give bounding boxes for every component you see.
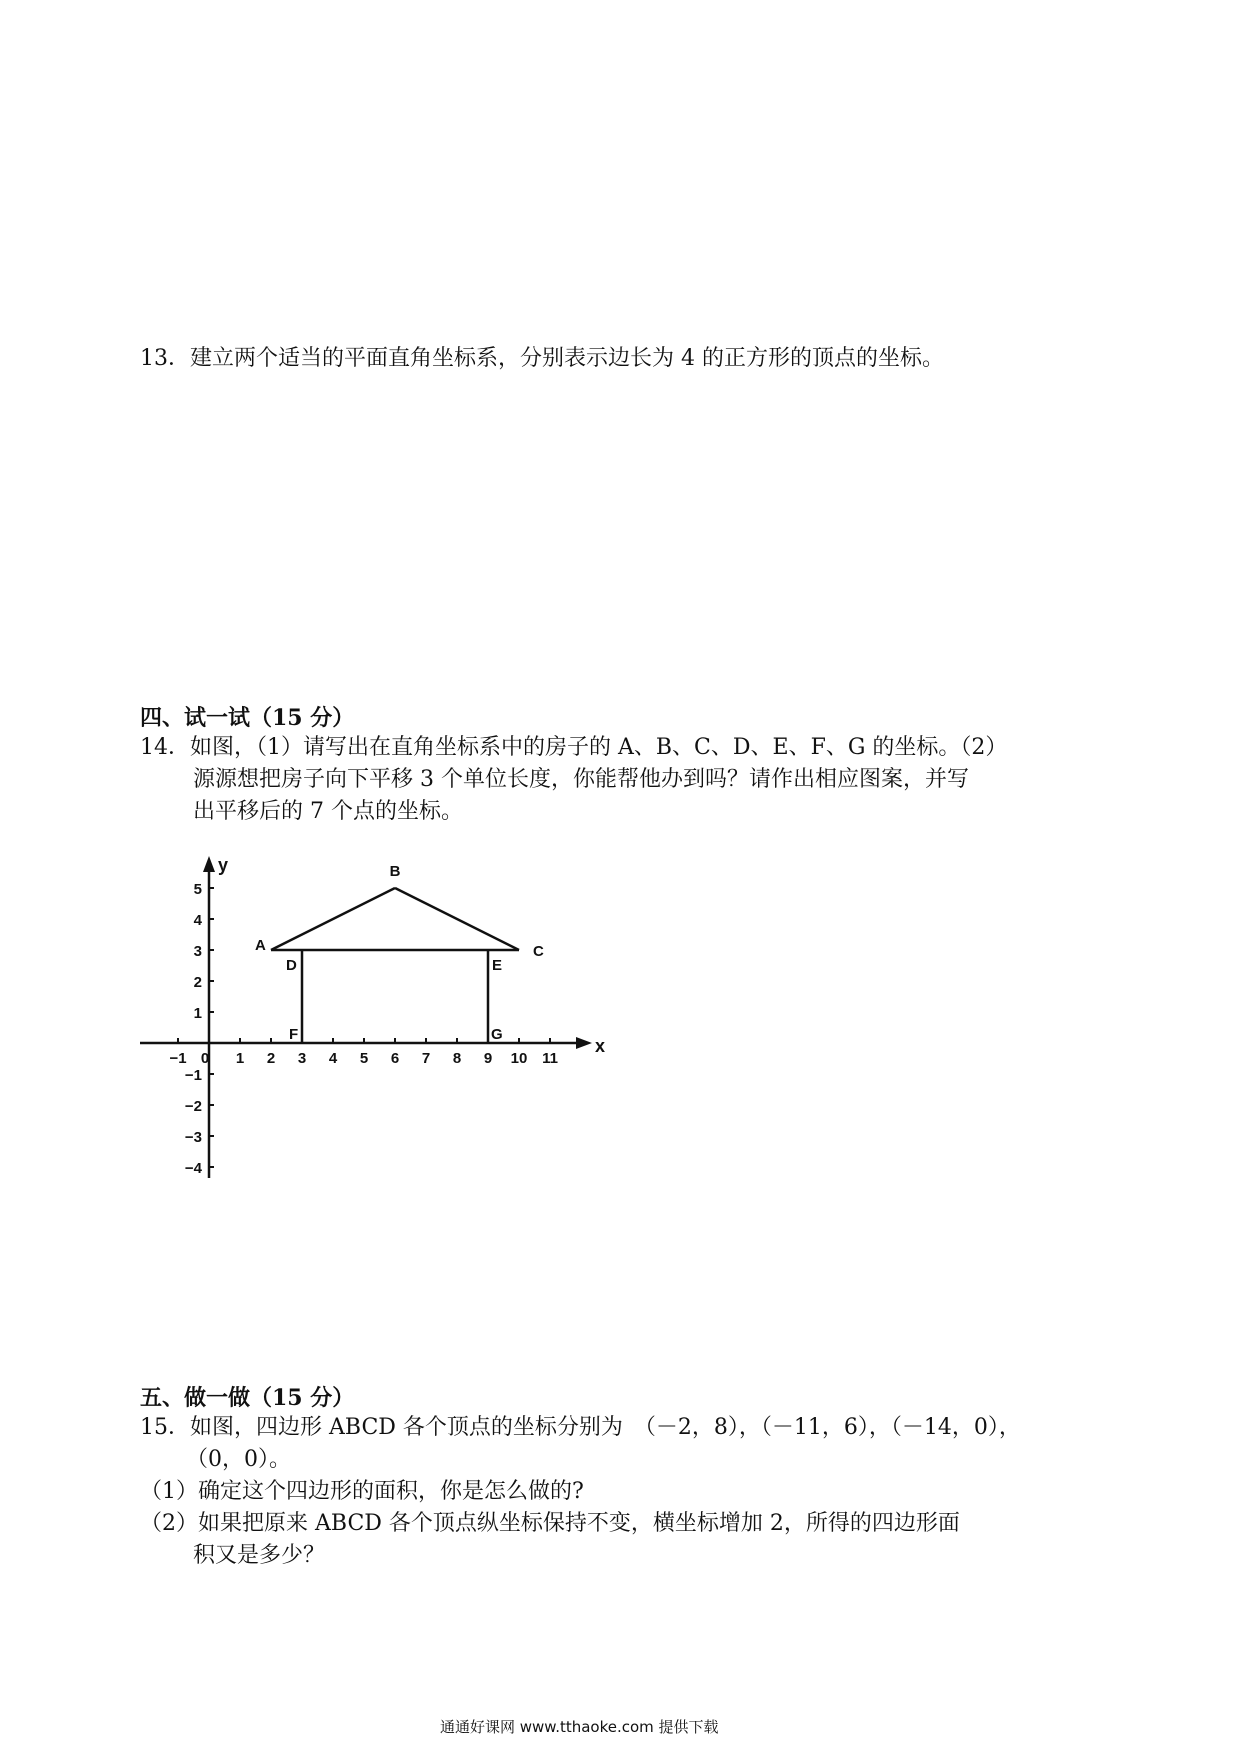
question-15-sub-2-line-1: （2）如果把原来 ABCD 各个顶点纵坐标保持不变，横坐标增加 2，所得的四边形面 — [140, 1511, 960, 1536]
y-axis-arrow — [203, 856, 215, 872]
section-5-heading: 五、做一做（15 分） — [140, 1385, 355, 1411]
point-label-g: G — [491, 1026, 503, 1043]
roof-right-edge — [395, 888, 519, 950]
x-tick-label: 11 — [542, 1050, 558, 1067]
figure-labels — [169, 855, 605, 1177]
point-label-a: A — [255, 937, 266, 954]
x-tick-label: −1 — [169, 1050, 187, 1067]
point-label-f: F — [289, 1026, 299, 1043]
question-15-sub-2-line-2: 积又是多少？ — [193, 1543, 326, 1568]
x-tick-label: 3 — [297, 1050, 307, 1067]
x-tick-label: 6 — [390, 1050, 400, 1067]
x-tick-label: 0 — [200, 1050, 210, 1067]
question-14-line-2: 源源想把房子向下平移 3 个单位长度，你能帮他办到吗？请作出相应图案，并写 — [193, 767, 969, 792]
question-14-line-3: 出平移后的 7 个点的坐标。 — [193, 799, 463, 824]
x-tick-label: 1 — [235, 1050, 245, 1067]
y-tick-label: −2 — [184, 1098, 202, 1115]
x-axis-arrow — [576, 1037, 592, 1049]
x-tick-label: 7 — [421, 1050, 431, 1067]
y-tick-label: −1 — [184, 1067, 202, 1084]
y-tick-label: 3 — [193, 943, 202, 960]
x-tick-label: 5 — [359, 1050, 369, 1067]
y-tick-label: 5 — [193, 881, 202, 898]
y-tick-label: 4 — [193, 912, 202, 929]
y-tick-label: −3 — [184, 1129, 202, 1146]
y-axis-label: y — [218, 855, 229, 875]
x-tick-label: 2 — [266, 1050, 276, 1067]
y-tick-label: −4 — [184, 1160, 202, 1177]
x-tick-label: 4 — [328, 1050, 338, 1067]
footer-credit: 通通好课网 www.tthaoke.com 提供下载 — [440, 1718, 719, 1736]
question-13-text: 13．建立两个适当的平面直角坐标系，分别表示边长为 4 的正方形的顶点的坐标。 — [140, 346, 944, 371]
question-15-line-2: （0，0）。 — [186, 1447, 291, 1472]
coordinate-axes — [140, 856, 592, 1178]
point-label-c: C — [533, 943, 544, 960]
x-axis-label: x — [595, 1036, 606, 1056]
point-label-d: D — [286, 957, 297, 974]
question-15-sub-1: （1）确定这个四边形的面积，你是怎么做的? — [140, 1479, 584, 1504]
roof-left-edge — [271, 888, 395, 950]
x-tick-label: 9 — [483, 1050, 493, 1067]
y-tick-label: 2 — [193, 974, 202, 991]
section-4-heading: 四、试一试（15 分） — [140, 705, 355, 731]
x-tick-label: 10 — [510, 1050, 528, 1067]
house-drawing — [271, 888, 519, 1043]
point-label-b: B — [389, 863, 401, 880]
point-label-e: E — [492, 957, 503, 974]
question-15-line-1: 15．如图，四边形 ABCD 各个顶点的坐标分别为 （－2，8），（－11，6），（－14，0）， — [140, 1415, 1021, 1440]
y-tick-label: 1 — [193, 1005, 202, 1022]
question-14-line-1: 14．如图，（1）请写出在直角坐标系中的房子的 A、B、C、D、E、F、G 的坐标。（2） — [140, 735, 1008, 760]
x-tick-label: 8 — [452, 1050, 462, 1067]
house-coordinate-figure — [140, 848, 620, 1183]
